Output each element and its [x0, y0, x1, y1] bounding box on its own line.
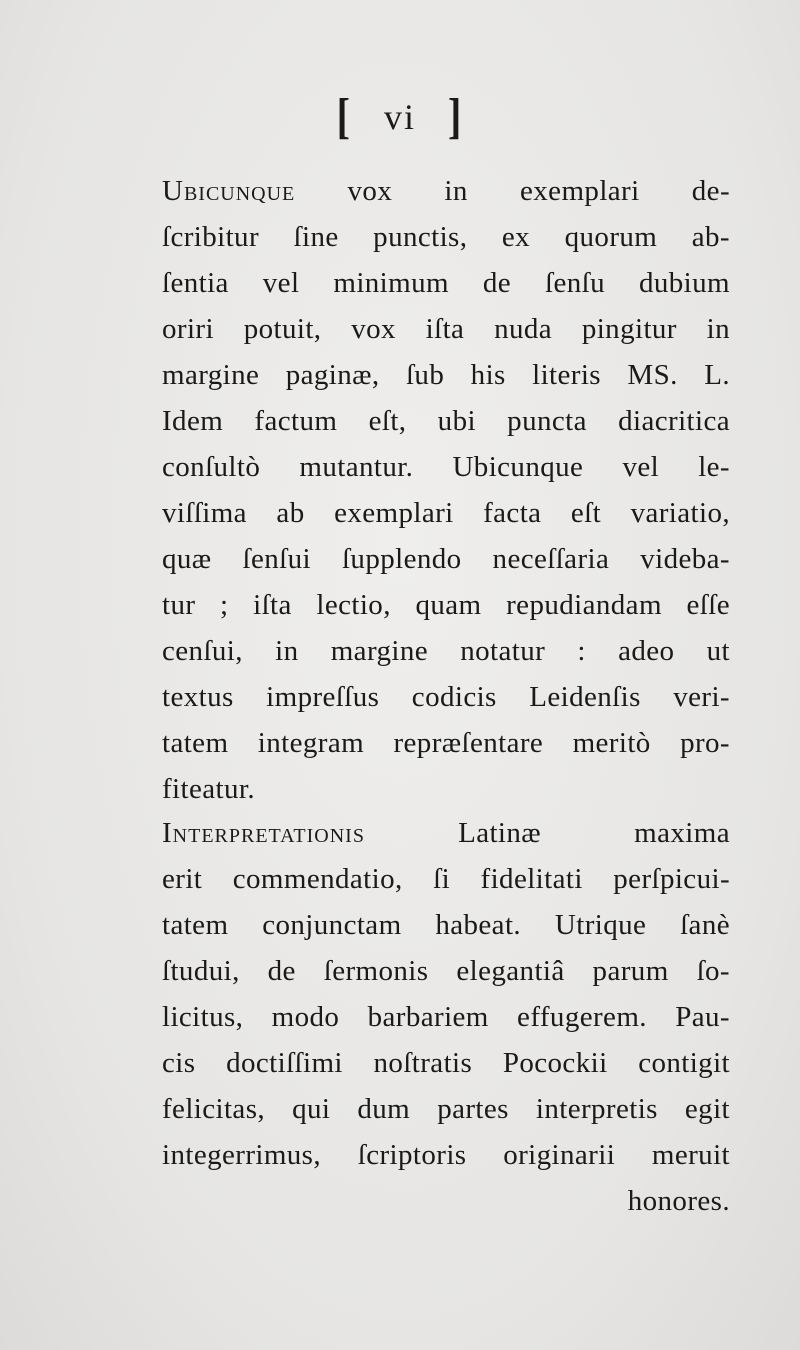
catchword: honores. [627, 1185, 730, 1217]
paragraph-1 [162, 168, 730, 812]
text-line: fiteatur. [162, 773, 255, 805]
text-line: conſultò mutantur. Ubicunque vel le- [162, 451, 730, 483]
lead-word: Interpretationis [162, 817, 365, 849]
left-bracket: [ [336, 87, 352, 144]
text-line: ſentia vel minimum de ſenſu dubium [162, 267, 730, 299]
text-line: ſtudui, de ſermonis elegantiâ parum ſo- [162, 955, 730, 987]
text-line: oriri potuit, vox iſta nuda pingitur in [162, 313, 730, 345]
lead-word: Ubicunque [162, 175, 296, 207]
page-header [0, 87, 800, 144]
text-line: integerrimus, ſcriptoris originarii meruit [162, 1139, 730, 1171]
text-line: margine paginæ, ſub his literis MS. L. [162, 359, 730, 391]
right-bracket: ] [448, 87, 464, 144]
text-line: ſcribitur ſine punctis, ex quorum ab- [162, 221, 730, 253]
text-line: tatem conjunctam habeat. Utrique ſanè [162, 909, 730, 941]
text-line: felicitas, qui dum partes interpretis egit [162, 1093, 730, 1125]
text-line: tatem integram repræſentare meritò pro- [162, 727, 730, 759]
paragraph-2 [162, 810, 730, 1224]
text-line: erit commendatio, ſi fidelitati perſpicui- [162, 863, 730, 895]
text-line: quæ ſenſui ſupplendo neceſſaria videba- [162, 543, 730, 575]
text-line: Ubicunque vox in exemplari de- [162, 175, 730, 207]
text-line: cis doctiſſimi noſtratis Pocockii contigit [162, 1047, 730, 1079]
page-number: vi [383, 97, 416, 137]
text-line: viſſima ab exemplari facta eſt variatio, [162, 497, 730, 529]
text-line: Interpretationis Latinæ maxima [162, 817, 730, 849]
text-line: cenſui, in margine notatur : adeo ut [162, 635, 730, 667]
text-line: Idem factum eſt, ubi puncta diacritica [162, 405, 730, 437]
text-line: tur ; iſta lectio, quam repudiandam eſſe [162, 589, 730, 621]
text-line: textus impreſſus codicis Leidenſis veri- [162, 681, 730, 713]
text-line: licitus, modo barbariem effugerem. Pau- [162, 1001, 730, 1033]
